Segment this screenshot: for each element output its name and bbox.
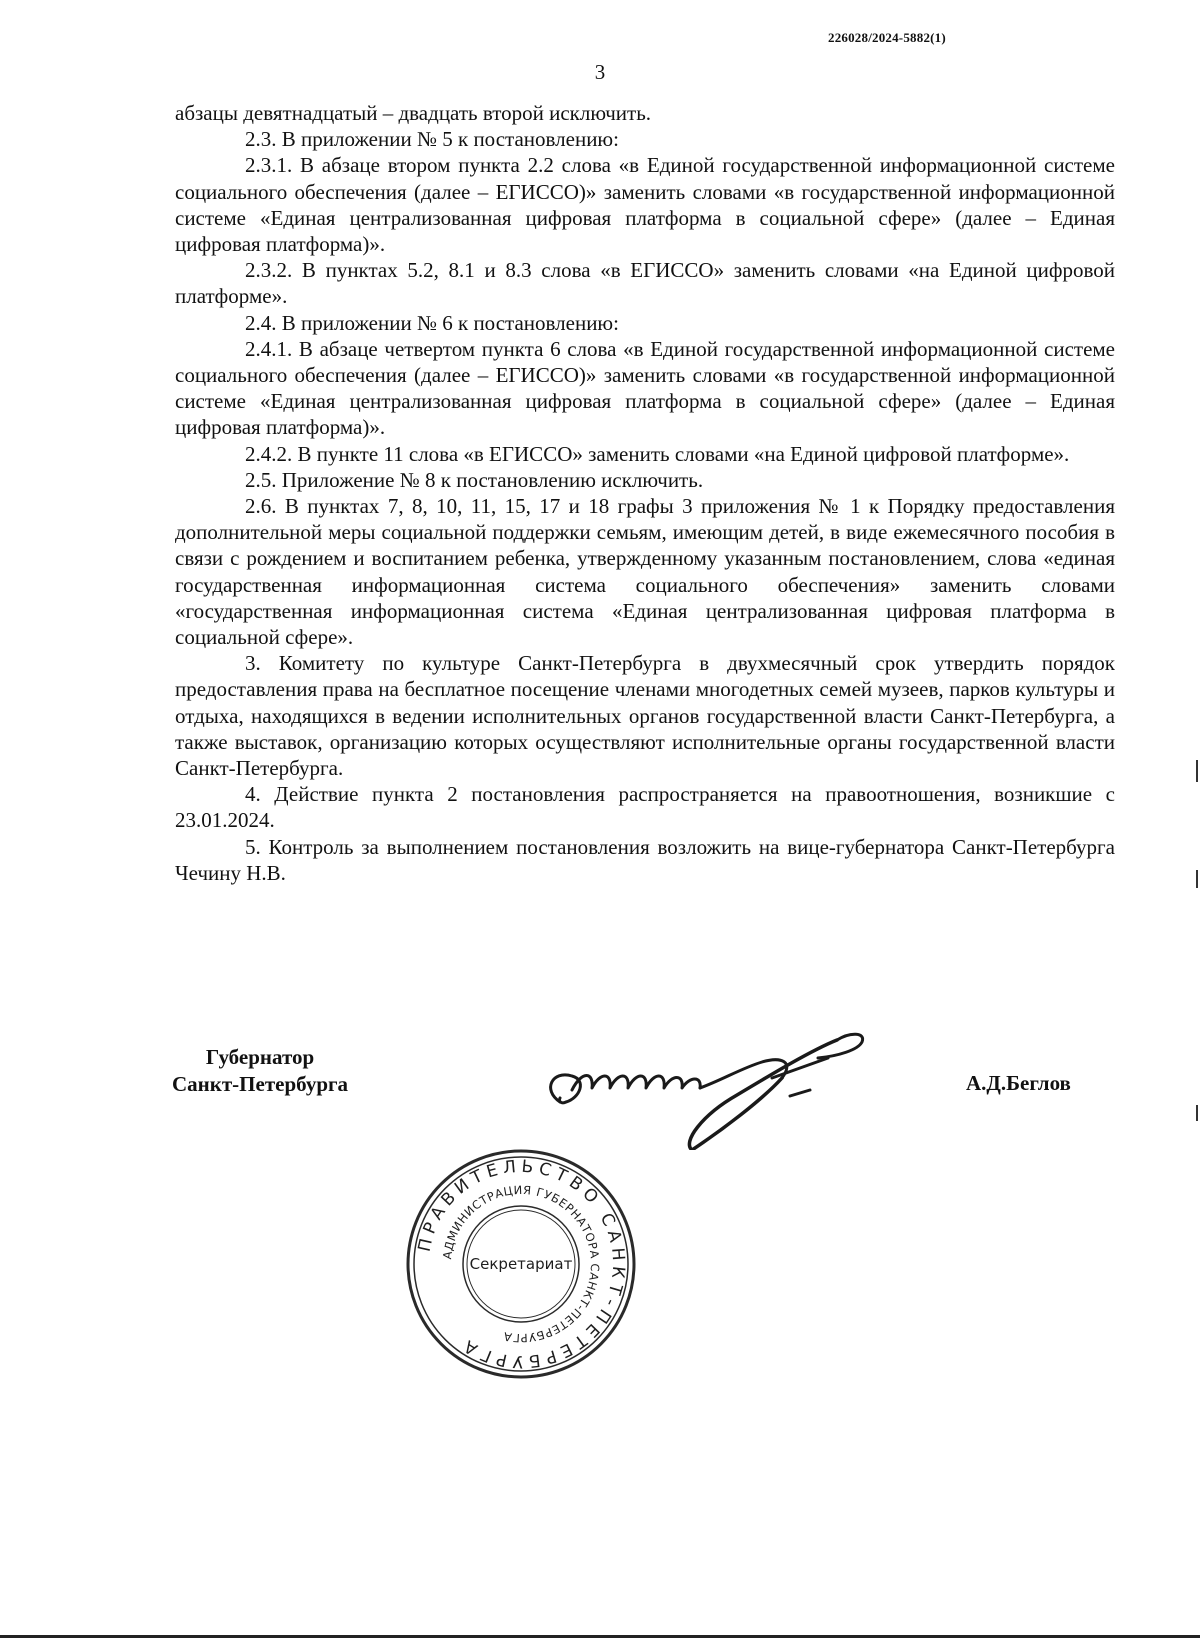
- paragraph: 2.5. Приложение № 8 к постановлению исключить.: [245, 467, 704, 492]
- paragraph: 2.4.2. В пункте 11 слова «в ЕГИССО» заменить словами «на Единой цифровой платформе».: [245, 441, 1070, 466]
- paragraph: 3. Комитету по культуре Санкт-Петербурга в двухмесячный срок утвердить порядок предоставления права на бесплатное посещение членами многодетных семей музеев, парков культуры и отдыха, находящихся в ведении исполнительных органов государственной власти Санкт-Петербурга, а также выставок, организацию которых осуществляют исполнительные органы государственной власти Санкт-Петербурга.: [175, 651, 1115, 781]
- paragraph: 2.4.1. В абзаце четвертом пункта 6 слова «в Единой государственной информационной системе социального обеспечения (далее – ЕГИССО)» заменить словами «в государственной информационной системе «Единая централизованная цифровая платформа в социальной сфере» (далее – Единая цифровая платформа)».: [175, 336, 1115, 440]
- paragraph: 5. Контроль за выполнением постановления возложить на вице-губернатора Санкт-Петербурга Чечину Н.В.: [175, 834, 1115, 885]
- paragraph: 2.3.1. В абзаце втором пункта 2.2 слова «в Единой государственной информационной системе социального обеспечения (далее – ЕГИССО)» заменить словами «в государственной информационной системе «Единая централизованная цифровая платформа в социальной сфере» (далее – Единая цифровая платформа)».: [175, 153, 1115, 257]
- official-seal: [405, 1148, 637, 1380]
- scan-edge-mark: [1196, 870, 1198, 888]
- paragraph: 2.4. В приложении № 6 к постановлению:: [245, 310, 619, 335]
- page-number: 3: [594, 60, 606, 84]
- scan-edge-mark: [1196, 1105, 1198, 1121]
- paragraph: 4. Действие пункта 2 постановления распространяется на правоотношения, возникшие с 23.01.2024.: [175, 782, 1115, 833]
- document-registration-number: 226028/2024-5882(1): [828, 30, 946, 45]
- paragraph: абзацы девятнадцатый – двадцать второй исключить.: [175, 101, 652, 125]
- signatory-title-line1: Губернатор: [205, 1045, 315, 1069]
- handwritten-signature: [532, 1010, 892, 1150]
- seal-outer-text: ПРАВИТЕЛЬСТВО САНКТ-ПЕТЕРБУРГА: [414, 1156, 629, 1372]
- paragraph: 2.3. В приложении № 5 к постановлению:: [245, 127, 619, 152]
- seal-inner-text: АДМИНИСТРАЦИЯ ГУБЕРНАТОРА САНКТ-ПЕТЕРБУРГА: [440, 1182, 603, 1346]
- paragraph: 2.6. В пунктах 7, 8, 10, 11, 15, 17 и 18 графы 3 приложения № 1 к Порядку предоставления дополнительной меры социальной поддержки семьям, имеющим детей, в виде ежемесячного пособия в связи с рождением и воспитанием ребенка, утвержденному указанным постановлением, слова «единая государственная информационная система социального обеспечения» заменить словами «государственная информационная система «Единая централизованная цифровая платформа в социальной сфере».: [175, 494, 1115, 650]
- signatory-title: [172, 1044, 348, 1098]
- signatory-name: А.Д.Беглов: [966, 1071, 1071, 1095]
- signatory-title-line2: Санкт-Петербурга: [172, 1072, 349, 1096]
- scan-bottom-edge: [0, 1635, 1200, 1638]
- seal-center-text: Секретариат: [469, 1255, 573, 1273]
- scan-edge-mark: [1196, 760, 1198, 782]
- paragraph: 2.3.2. В пунктах 5.2, 8.1 и 8.3 слова «в ЕГИССО» заменить словами «на Единой цифровой платформе».: [175, 258, 1115, 309]
- document-body: [175, 100, 1115, 886]
